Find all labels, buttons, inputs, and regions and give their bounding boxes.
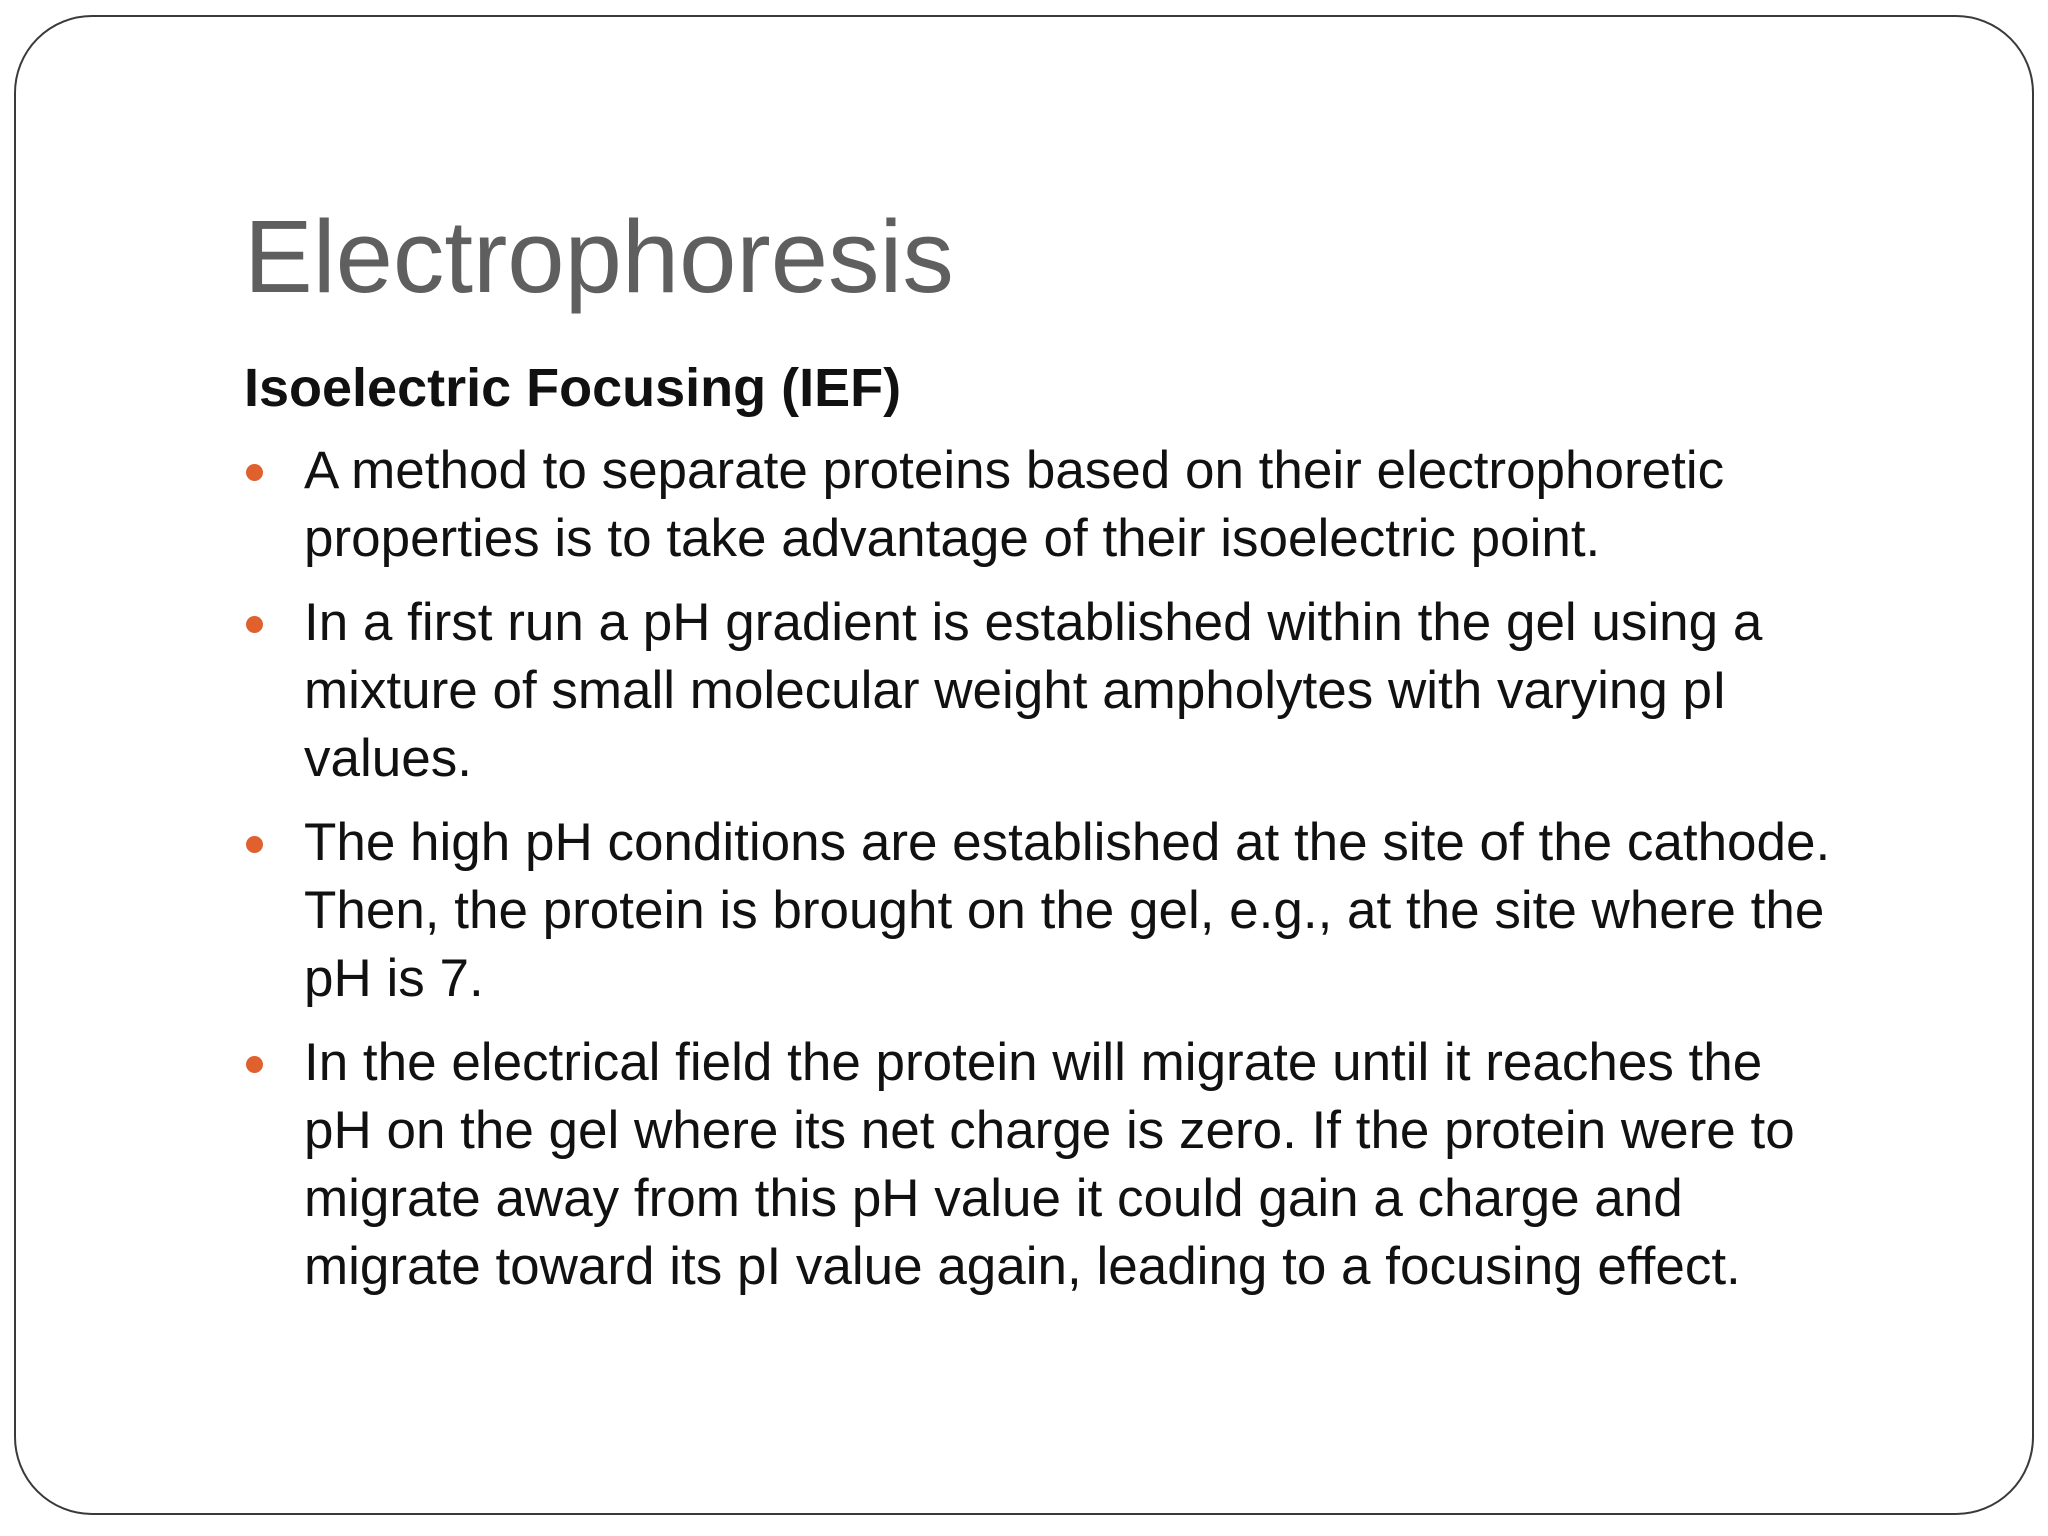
bullet-dot-icon — [246, 464, 263, 481]
slide-frame — [14, 15, 2034, 1515]
bullet-text: In a first run a pH gradient is established within the gel using a mixture of small molecular weight ampholytes with varying pI values. — [304, 593, 1763, 788]
bullet-item — [244, 589, 1984, 793]
bullet-text: A method to separate proteins based on their electrophoretic properties is to take advantage of their isoelectric point. — [304, 441, 1725, 568]
bullet-text: The high pH conditions are established at the site of the cathode. Then, the protein is brought on the gel, e.g., at the site where the pH is 7. — [304, 813, 1831, 1008]
bullet-item — [244, 809, 1984, 1013]
bullet-list — [244, 437, 1984, 1317]
bullet-item — [244, 437, 1984, 573]
slide-subtitle: Isoelectric Focusing (IEF) — [244, 358, 902, 418]
bullet-dot-icon — [246, 1056, 263, 1073]
slide-title: Electrophoresis — [244, 199, 954, 314]
bullet-item — [244, 1029, 1984, 1301]
bullet-dot-icon — [246, 836, 263, 853]
bullet-dot-icon — [246, 616, 263, 633]
bullet-text: In the electrical field the protein will migrate until it reaches the pH on the gel where its net charge is zero. If the protein were to migrate away from this pH value it could gain a charge and migrate toward its pI value again, leading to a focusing effect. — [304, 1033, 1795, 1296]
